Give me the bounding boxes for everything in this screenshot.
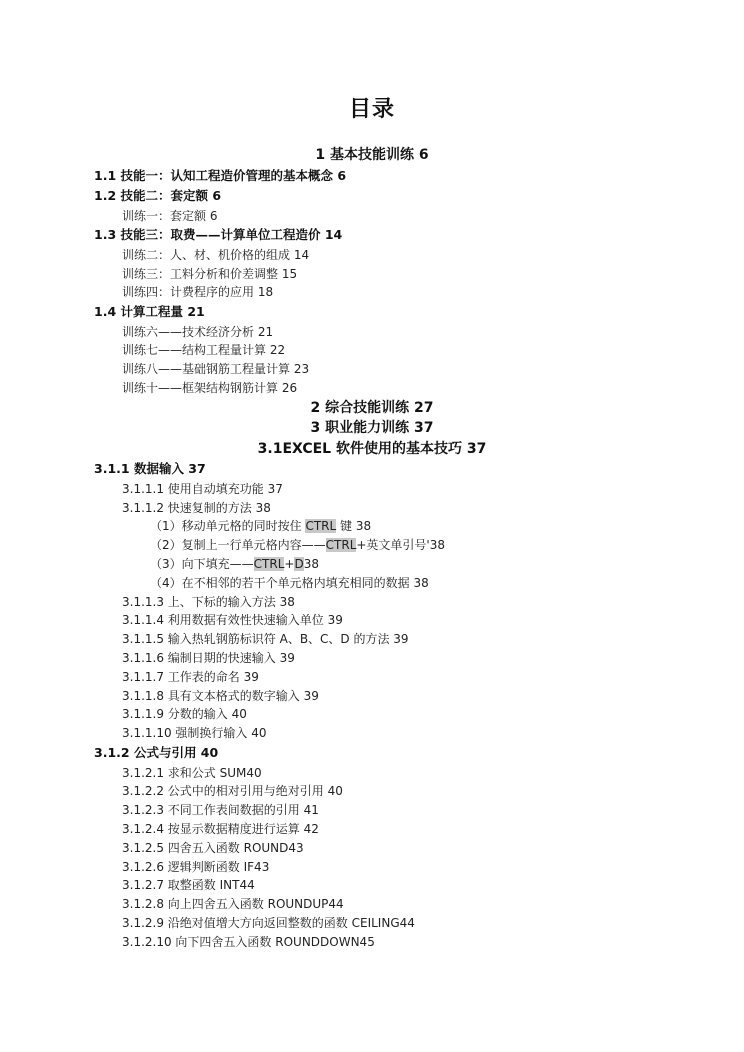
toc-entry-text: 3.1.1 数据输入 37	[94, 461, 206, 477]
toc-subsection-entry[interactable]	[0, 782, 744, 801]
toc-training-entry[interactable]	[0, 265, 744, 284]
toc-training-entry[interactable]	[0, 360, 744, 379]
toc-subsection-entry[interactable]	[0, 839, 744, 858]
toc-entry-text: 3.1.2.7 取整函数 INT44	[122, 878, 255, 893]
toc-subsection-entry[interactable]	[0, 764, 744, 783]
toc-entry-text: 训练七——结构工程量计算 22	[122, 343, 286, 358]
table-of-contents	[0, 145, 744, 952]
toc-entry-text: （3）向下填充——	[150, 557, 254, 572]
toc-entry-text: 3.1.1.2 快速复制的方法 38	[122, 500, 271, 515]
toc-entry-text: 2 综合技能训练 27	[310, 399, 434, 416]
toc-entry-text: 3.1.2.5 四舍五入函数 ROUND43	[122, 840, 304, 855]
toc-section-entry[interactable]	[0, 225, 744, 246]
toc-subsection-entry[interactable]	[0, 630, 744, 649]
highlighted-text: D	[294, 557, 304, 572]
toc-subsection-entry[interactable]	[0, 820, 744, 839]
toc-section-entry[interactable]	[0, 186, 744, 207]
toc-entry-text: 3 职业能力训练 37	[310, 420, 434, 437]
toc-entry-text: 1 基本技能训练 6	[315, 147, 429, 163]
toc-entry-text: 3.1EXCEL 软件使用的基本技巧 37	[257, 440, 487, 457]
toc-entry-text: （2）复制上一行单元格内容——	[150, 538, 326, 553]
toc-entry-text: 3.1.1.9 分数的输入 40	[122, 707, 247, 722]
toc-item-entry[interactable]	[0, 555, 744, 574]
toc-entry-text: 3.1.1.7 工作表的命名 39	[122, 669, 259, 684]
toc-subsection-entry[interactable]	[0, 611, 744, 630]
toc-item-entry[interactable]	[0, 536, 744, 555]
toc-chapter-entry[interactable]	[0, 398, 744, 419]
toc-entry-text: 3.1.2.9 沿绝对值增大方向返回整数的函数 CEILING44	[122, 915, 415, 930]
toc-entry-text: 1.2 技能二：套定额 6	[94, 188, 222, 203]
toc-training-entry[interactable]	[0, 323, 744, 342]
toc-entry-text: 3.1.2.8 向上四舍五入函数 ROUNDUP44	[122, 897, 344, 912]
toc-entry-text: 训练二：人、材、机价格的组成 14	[122, 247, 310, 262]
toc-chapter-entry[interactable]	[0, 145, 744, 166]
highlighted-text: CTRL	[325, 538, 357, 553]
toc-entry-text: 3.1.2.10 向下四舍五入函数 ROUNDDOWN45	[122, 934, 375, 949]
toc-subsection-entry[interactable]	[0, 687, 744, 706]
toc-entry-text: 3.1.2.6 逻辑判断函数 IF43	[122, 859, 270, 874]
toc-item-entry[interactable]	[0, 574, 744, 593]
toc-subsection-entry[interactable]	[0, 876, 744, 895]
toc-entry-text: 训练八——基础钢筋工程量计算 23	[122, 362, 310, 377]
toc-entry-text: +英文单引号'38	[356, 538, 445, 553]
toc-entry-text: 训练一：套定额 6	[122, 208, 218, 223]
toc-subsection-entry[interactable]	[0, 480, 744, 499]
toc-entry-text: 3.1.1.10 强制换行输入 40	[122, 726, 267, 741]
toc-entry-text: 训练十——框架结构钢筋计算 26	[122, 381, 298, 396]
toc-entry-text: （4）在不相邻的若干个单元格内填充相同的数据 38	[150, 575, 429, 590]
toc-section-entry[interactable]	[0, 166, 744, 187]
toc-entry-text: 3.1.2 公式与引用 40	[94, 745, 219, 761]
toc-entry-text: 3.1.2.4 按显示数据精度进行运算 42	[122, 821, 319, 836]
toc-entry-text: 3.1.2.2 公式中的相对引用与绝对引用 40	[122, 784, 343, 799]
toc-subsection-entry[interactable]	[0, 895, 744, 914]
toc-entry-text: 3.1.2.1 求和公式 SUM40	[122, 765, 262, 780]
toc-subsection-entry[interactable]	[0, 914, 744, 933]
toc-training-entry[interactable]	[0, 207, 744, 226]
toc-section-entry[interactable]	[0, 459, 744, 480]
toc-entry-text: 38	[303, 557, 319, 572]
toc-subsection-entry[interactable]	[0, 593, 744, 612]
toc-training-entry[interactable]	[0, 341, 744, 360]
toc-entry-text: 3.1.1.3 上、下标的输入方法 38	[122, 594, 295, 609]
toc-subsection-entry[interactable]	[0, 801, 744, 820]
toc-subsection-entry[interactable]	[0, 933, 744, 952]
toc-entry-text: 3.1.1.6 编制日期的快速输入 39	[122, 651, 295, 666]
toc-entry-text: 3.1.2.3 不同工作表间数据的引用 41	[122, 803, 319, 818]
toc-subsection-entry[interactable]	[0, 705, 744, 724]
toc-section-entry[interactable]	[0, 302, 744, 323]
toc-training-entry[interactable]	[0, 283, 744, 302]
toc-training-entry[interactable]	[0, 246, 744, 265]
toc-subsection-entry[interactable]	[0, 649, 744, 668]
toc-subsection-entry[interactable]	[0, 858, 744, 877]
toc-entry-text: +	[284, 557, 295, 572]
toc-entry-text: 3.1.1.4 利用数据有效性快速输入单位 39	[122, 613, 343, 628]
toc-section-entry[interactable]	[0, 743, 744, 764]
toc-entry-text: 1.3 技能三：取费——计算单位工程造价 14	[94, 227, 343, 243]
toc-entry-text: 3.1.1.5 输入热轧钢筋标识符 A、B、C、D 的方法 39	[122, 632, 409, 647]
toc-entry-text: 训练四：计费程序的应用 18	[122, 285, 274, 300]
toc-subsection-entry[interactable]	[0, 499, 744, 518]
toc-entry-text: 训练六——技术经济分析 21	[122, 324, 274, 339]
toc-entry-text: 1.1 技能一：认知工程造价管理的基本概念 6	[94, 167, 347, 183]
highlighted-text: CTRL	[253, 557, 285, 572]
toc-entry-text: 3.1.1.8 具有文本格式的数字输入 39	[122, 688, 319, 703]
toc-entry-text: 键 38	[336, 519, 372, 534]
toc-entry-text: （1）移动单元格的同时按住	[150, 519, 306, 534]
page-title: 目录	[348, 97, 395, 122]
toc-entry-text: 1.4 计算工程量 21	[94, 304, 205, 320]
toc-subsection-entry[interactable]	[0, 724, 744, 743]
highlighted-text: CTRL	[305, 519, 337, 534]
toc-chapter-entry[interactable]	[0, 439, 744, 460]
toc-entry-text: 训练三：工料分析和价差调整 15	[122, 266, 298, 281]
toc-training-entry[interactable]	[0, 379, 744, 398]
toc-item-entry[interactable]	[0, 517, 744, 536]
toc-subsection-entry[interactable]	[0, 668, 744, 687]
toc-chapter-entry[interactable]	[0, 418, 744, 439]
toc-entry-text: 3.1.1.1 使用自动填充功能 37	[122, 481, 283, 496]
